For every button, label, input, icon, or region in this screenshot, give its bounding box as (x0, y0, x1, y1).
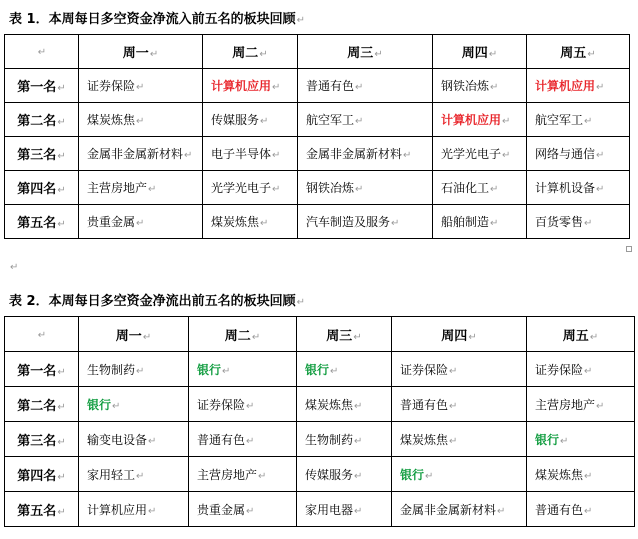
paragraph-mark: ↵ (354, 435, 363, 447)
sector-name: 石油化工 (441, 181, 490, 195)
day-header[interactable] (298, 35, 433, 69)
paragraph-mark: ↵ (57, 219, 66, 230)
rank-label: 第三名 (17, 148, 57, 163)
paragraph-mark: ↵ (37, 47, 47, 58)
sector-name: 光学光电子 (211, 181, 272, 195)
sector-name: 普通有色 (400, 397, 449, 412)
paragraph-mark: ↵ (136, 116, 145, 127)
rank-cell[interactable] (5, 103, 79, 137)
rank-cell[interactable] (5, 69, 79, 103)
sector-name: 银行 (400, 467, 425, 482)
sector-name: 银行 (535, 432, 560, 447)
sector-cell[interactable] (298, 137, 433, 171)
paragraph-mark: ↵ (425, 470, 434, 482)
paragraph-mark: ↵ (490, 218, 499, 229)
sector-cell[interactable] (189, 492, 297, 527)
paragraph-mark: ↵ (502, 116, 511, 127)
rank-cell[interactable] (5, 387, 79, 422)
rank-label: 第一名 (17, 363, 57, 379)
paragraph-mark: ↵ (468, 331, 477, 343)
paragraph-mark: ↵ (136, 365, 145, 377)
rank-label: 第五名 (17, 216, 57, 231)
table-row (5, 352, 635, 387)
header-row (5, 35, 630, 69)
paragraph-mark: ↵ (355, 82, 364, 93)
sector-cell[interactable] (189, 422, 297, 457)
paragraph-mark: ↵ (502, 150, 511, 161)
paragraph-mark: ↵ (589, 331, 599, 343)
sector-cell[interactable] (527, 492, 635, 527)
sector-name: 计算机应用 (87, 502, 148, 517)
table-row (5, 69, 630, 103)
rank-cell[interactable] (5, 422, 79, 457)
table-row (5, 492, 635, 527)
sector-name: 银行 (305, 362, 330, 377)
paragraph-mark: ↵ (272, 150, 281, 161)
sector-cell[interactable] (392, 387, 527, 422)
sector-name: 金属非金属新材料 (306, 147, 403, 161)
day-label: 周四 (461, 46, 488, 61)
rank-label: 第五名 (17, 503, 57, 519)
paragraph-mark: ↵ (354, 470, 363, 482)
sector-cell[interactable] (527, 352, 635, 387)
rank-label: 第三名 (17, 433, 57, 449)
paragraph-mark: ↵ (272, 184, 281, 195)
sector-cell[interactable] (79, 387, 189, 422)
sector-name: 普通有色 (197, 432, 246, 447)
sector-name: 钢铁冶炼 (441, 79, 490, 93)
sector-cell[interactable] (79, 137, 203, 171)
paragraph-mark: ↵ (596, 400, 605, 412)
paragraph-mark: ↵ (222, 365, 231, 377)
rank-label: 第四名 (17, 468, 57, 484)
rank-cell[interactable] (5, 457, 79, 492)
table-row (5, 137, 630, 171)
sector-name: 贵重金属 (87, 215, 136, 229)
sector-name: 证券保险 (400, 362, 449, 377)
paragraph-mark: ↵ (353, 331, 362, 343)
day-header[interactable] (203, 35, 298, 69)
sector-cell[interactable] (433, 69, 527, 103)
sector-name: 网络与通信 (535, 147, 596, 161)
day-label: 周二 (232, 46, 259, 61)
day-header[interactable] (189, 317, 297, 352)
paragraph-mark: ↵ (560, 435, 569, 447)
corner-cell[interactable] (5, 35, 79, 69)
paragraph-mark: ↵ (490, 184, 499, 195)
sector-name: 输变电设备 (87, 432, 148, 447)
sector-name: 普通有色 (306, 79, 355, 93)
sector-cell[interactable] (79, 492, 189, 527)
sector-cell[interactable] (79, 457, 189, 492)
sector-cell[interactable] (297, 422, 392, 457)
paragraph-mark: ↵ (596, 150, 605, 161)
paragraph-mark: ↵ (57, 185, 66, 196)
paragraph-mark: ↵ (251, 331, 261, 343)
paragraph-mark: ↵ (10, 262, 19, 273)
sector-name: 船舶制造 (441, 215, 490, 229)
paragraph-mark: ↵ (596, 184, 605, 195)
sector-cell[interactable] (203, 171, 298, 205)
paragraph-mark: ↵ (136, 82, 145, 93)
day-header[interactable] (527, 35, 630, 69)
paragraph-mark: ↵ (354, 400, 363, 412)
rank-label: 第二名 (17, 398, 57, 414)
sector-cell[interactable] (203, 103, 298, 137)
rank-cell[interactable] (5, 492, 79, 527)
sector-name: 家用轻工 (87, 467, 136, 482)
table-row (5, 457, 635, 492)
sector-cell[interactable] (527, 457, 635, 492)
sector-cell[interactable] (297, 387, 392, 422)
sector-name: 钢铁冶炼 (306, 181, 355, 195)
sector-name: 生物制药 (305, 432, 354, 447)
rank-cell[interactable] (5, 205, 79, 239)
sector-name: 银行 (87, 397, 112, 412)
rank-label: 第四名 (17, 182, 57, 197)
day-header[interactable] (433, 35, 527, 69)
paragraph-mark: ↵ (449, 365, 458, 377)
sector-name: 煤炭炼焦 (87, 113, 136, 127)
sector-cell[interactable] (79, 352, 189, 387)
paragraph-mark: ↵ (57, 436, 66, 448)
sector-name: 煤炭炼焦 (305, 397, 354, 412)
sector-name: 金属非金属新材料 (400, 502, 497, 517)
sector-name: 百货零售 (535, 215, 584, 229)
sector-name: 贵重金属 (197, 502, 246, 517)
sector-cell[interactable] (79, 171, 203, 205)
paragraph-mark: ↵ (272, 82, 281, 93)
rank-cell[interactable] (5, 171, 79, 205)
sector-name: 证券保险 (197, 397, 246, 412)
paragraph-mark: ↵ (490, 82, 499, 93)
sector-cell[interactable] (527, 387, 635, 422)
sector-cell[interactable] (189, 387, 297, 422)
paragraph-mark: ↵ (488, 49, 498, 60)
sector-cell[interactable] (298, 103, 433, 137)
sector-name: 计算机应用 (441, 113, 502, 127)
sector-name: 金属非金属新材料 (87, 147, 184, 161)
sector-cell[interactable] (297, 492, 392, 527)
sector-name: 汽车制造及服务 (306, 215, 391, 229)
paragraph-mark: ↵ (260, 218, 269, 229)
day-label: 周三 (326, 328, 353, 344)
sector-name: 家用电器 (305, 502, 354, 517)
sector-cell[interactable] (392, 457, 527, 492)
sector-cell[interactable] (527, 103, 630, 137)
sector-cell[interactable] (433, 137, 527, 171)
sector-name: 主营房地产 (87, 181, 148, 195)
sector-cell[interactable] (79, 422, 189, 457)
sector-name: 煤炭炼焦 (211, 215, 260, 229)
paragraph-mark: ↵ (112, 400, 121, 412)
sector-name: 煤炭炼焦 (535, 467, 584, 482)
day-header[interactable] (79, 317, 189, 352)
sector-name: 煤炭炼焦 (400, 432, 449, 447)
sector-cell[interactable] (527, 205, 630, 239)
paragraph-mark: ↵ (391, 218, 400, 229)
paragraph-mark: ↵ (354, 505, 363, 517)
paragraph-mark: ↵ (136, 470, 145, 482)
sector-cell[interactable] (79, 103, 203, 137)
table1-title: 表 1．本周每日多空资金净流入前五名的板块回顾↵ (9, 12, 305, 27)
table-row (5, 387, 635, 422)
paragraph-mark: ↵ (584, 365, 593, 377)
sector-name: 电子半导体 (211, 147, 272, 161)
sector-cell[interactable] (298, 69, 433, 103)
inflow-table (4, 34, 630, 239)
sector-cell[interactable] (189, 352, 297, 387)
sector-cell[interactable] (527, 171, 630, 205)
sector-cell[interactable] (79, 205, 203, 239)
rank-label: 第一名 (17, 80, 57, 95)
table-row (5, 205, 630, 239)
sector-name: 主营房地产 (197, 467, 258, 482)
paragraph-mark: ↵ (246, 505, 255, 517)
corner-cell[interactable] (5, 317, 79, 352)
table-resize-handle[interactable] (626, 246, 632, 252)
sector-name: 证券保险 (87, 79, 136, 93)
paragraph-mark: ↵ (246, 435, 255, 447)
sector-name: 光学光电子 (441, 147, 502, 161)
paragraph-mark: ↵ (587, 49, 596, 60)
day-label: 周五 (560, 46, 587, 61)
paragraph-mark: ↵ (259, 49, 268, 60)
rank-cell[interactable] (5, 137, 79, 171)
paragraph-mark: ↵ (355, 116, 364, 127)
day-label: 周二 (224, 328, 251, 344)
paragraph-mark: ↵ (57, 151, 66, 162)
paragraph-mark: ↵ (449, 400, 458, 412)
paragraph-mark: ↵ (57, 471, 66, 483)
paragraph-mark: ↵ (584, 470, 593, 482)
table-row (5, 422, 635, 457)
sector-name: 普通有色 (535, 502, 584, 517)
paragraph-mark: ↵ (37, 329, 47, 341)
paragraph-mark: ↵ (57, 83, 66, 94)
paragraph-mark: ↵ (148, 184, 157, 195)
day-label: 周三 (347, 46, 374, 61)
day-label: 周一 (115, 328, 142, 344)
paragraph-mark: ↵ (57, 401, 66, 413)
paragraph-mark: ↵ (148, 505, 157, 517)
paragraph-mark: ↵ (246, 400, 255, 412)
paragraph-mark: ↵ (148, 435, 157, 447)
day-label: 周一 (122, 46, 149, 61)
table2-title: 表 2．本周每日多空资金净流出前五名的板块回顾↵ (9, 294, 305, 309)
paragraph-mark: ↵ (374, 49, 383, 60)
paragraph-mark: ↵ (57, 506, 66, 518)
sector-cell[interactable] (297, 457, 392, 492)
sector-cell[interactable] (527, 69, 630, 103)
sector-name: 银行 (197, 362, 222, 377)
day-header[interactable] (297, 317, 392, 352)
outflow-table (4, 316, 635, 527)
sector-cell[interactable] (189, 457, 297, 492)
sector-cell[interactable] (298, 205, 433, 239)
day-header[interactable] (392, 317, 527, 352)
paragraph-mark: ↵ (184, 150, 193, 161)
sector-name: 主营房地产 (535, 397, 596, 412)
header-row (5, 317, 635, 352)
paragraph-mark: ↵ (596, 82, 605, 93)
paragraph-mark: ↵ (142, 331, 152, 343)
sector-name: 证券保险 (535, 362, 584, 377)
sector-cell[interactable] (203, 205, 298, 239)
day-label: 周五 (562, 328, 589, 344)
sector-cell[interactable] (433, 103, 527, 137)
sector-name: 计算机应用 (211, 79, 272, 93)
paragraph-mark: ↵ (355, 184, 364, 195)
paragraph-mark: ↵ (149, 49, 159, 60)
sector-name: 计算机设备 (535, 181, 596, 195)
paragraph-mark: ↵ (449, 435, 458, 447)
paragraph-mark: ↵ (584, 218, 593, 229)
sector-cell[interactable] (203, 69, 298, 103)
sector-cell[interactable] (392, 422, 527, 457)
paragraph-mark: ↵ (584, 116, 593, 127)
paragraph-mark: ↵ (57, 117, 66, 128)
paragraph-mark: ↵ (260, 116, 269, 127)
sector-name: 计算机应用 (535, 79, 596, 93)
sector-cell[interactable] (298, 171, 433, 205)
sector-name: 航空军工 (306, 113, 355, 127)
sector-cell[interactable] (527, 137, 630, 171)
table-row (5, 171, 630, 205)
sector-name: 传媒服务 (305, 467, 354, 482)
rank-cell[interactable] (5, 352, 79, 387)
sector-cell[interactable] (392, 492, 527, 527)
paragraph-mark: ↵ (497, 505, 506, 517)
sector-cell[interactable] (433, 205, 527, 239)
paragraph-mark: ↵ (57, 366, 66, 378)
paragraph-mark: ↵ (584, 505, 593, 517)
sector-cell[interactable] (392, 352, 527, 387)
sector-cell[interactable] (433, 171, 527, 205)
sector-name: 传媒服务 (211, 113, 260, 127)
sector-cell[interactable] (203, 137, 298, 171)
rank-label: 第二名 (17, 114, 57, 129)
paragraph-mark: ↵ (330, 365, 339, 377)
paragraph-mark: ↵ (403, 150, 412, 161)
sector-cell[interactable] (527, 422, 635, 457)
day-header[interactable] (79, 35, 203, 69)
paragraph-mark: ↵ (258, 470, 267, 482)
day-label: 周四 (441, 328, 468, 344)
day-header[interactable] (527, 317, 635, 352)
sector-name: 航空军工 (535, 113, 584, 127)
sector-cell[interactable] (297, 352, 392, 387)
table-row (5, 103, 630, 137)
sector-name: 生物制药 (87, 362, 136, 377)
sector-cell[interactable] (79, 69, 203, 103)
paragraph-mark: ↵ (136, 218, 145, 229)
